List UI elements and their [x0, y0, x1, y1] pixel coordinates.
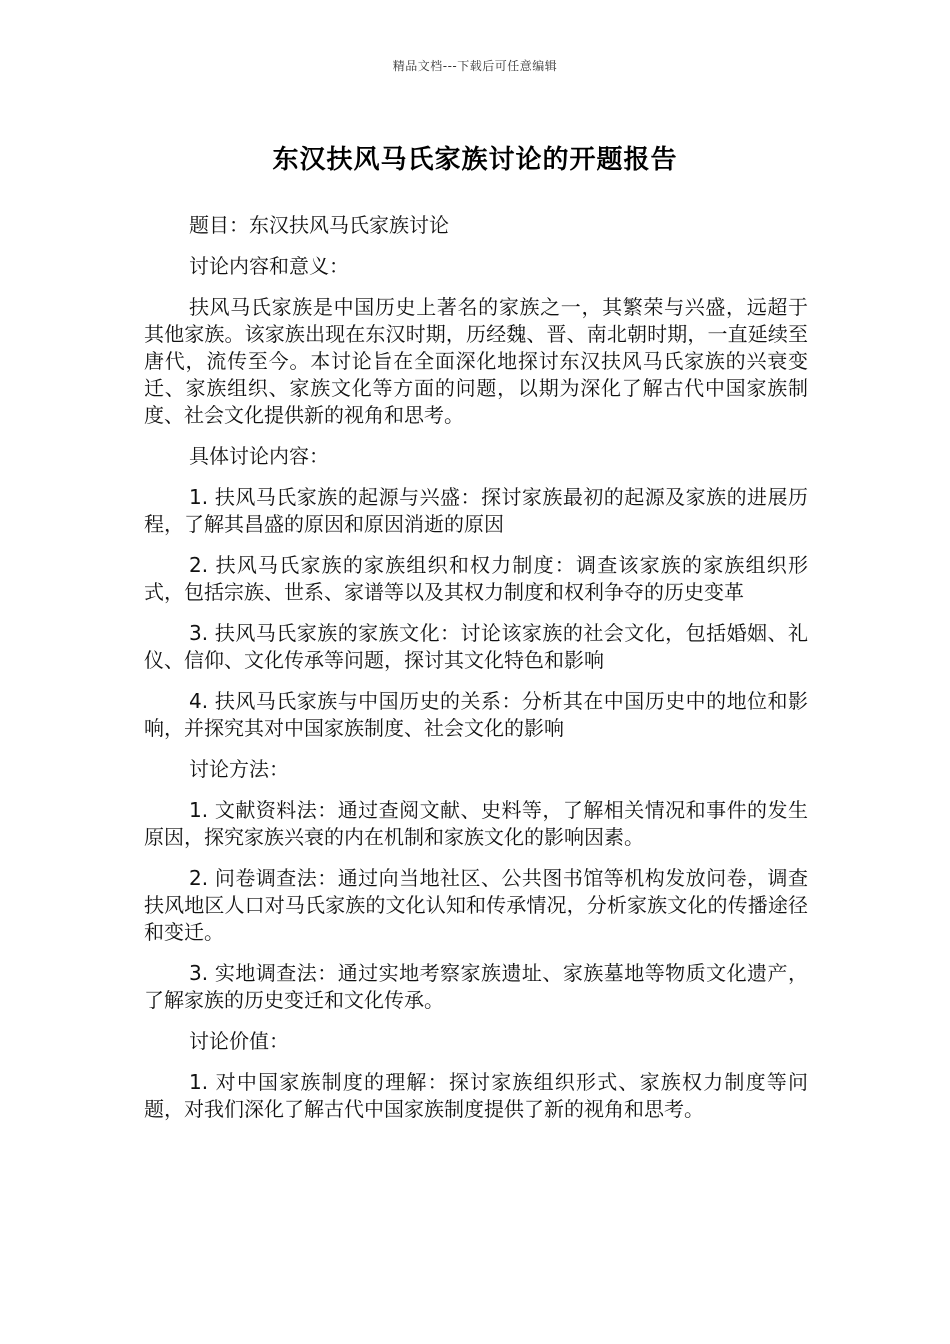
topic-paragraph: 题目：东汉扶风马氏家族讨论: [189, 213, 449, 237]
method-item-3: 3. 实地调查法：通过实地考察家族遗址、家族墓地等物质文化遗产，了解家族的历史变迁和文化传承。: [144, 961, 808, 1012]
method-item-1: 1. 文献资料法：通过查阅文献、史料等，了解相关情况和事件的发生原因，探究家族兴衰的内在机制和家族文化的影响因素。: [144, 798, 808, 849]
header-note: 精品文档---下载后可任意编辑: [392, 59, 558, 73]
section-heading-content: 具体讨论内容：: [189, 444, 329, 468]
significance-paragraph: 扶风马氏家族是中国历史上著名的家族之一，其繁荣与兴盛，远超于其他家族。该家族出现在东汉时期，历经魏、晋、南北朝时期，一直延续至唐代，流传至今。本讨论旨在全面深化地探讨东汉扶风马氏家族的兴衰变迁、家族组织、家族文化等方面的问题，以期为深化了解古代中国家族制度、社会文化提供新的视角和思考。: [144, 295, 808, 427]
section-heading-significance: 讨论内容和意义：: [189, 254, 349, 278]
method-item-2: 2. 问卷调查法：通过向当地社区、公共图书馆等机构发放问卷，调查扶风地区人口对马氏家族的文化认知和传承情况，分析家族文化的传播途径和变迁。: [144, 866, 808, 944]
content-item-4: 4. 扶风马氏家族与中国历史的关系：分析其在中国历史中的地位和影响，并探究其对中国家族制度、社会文化的影响: [144, 689, 808, 740]
document-title: 东汉扶风马氏家族讨论的开题报告: [272, 145, 678, 175]
content-item-3: 3. 扶风马氏家族的家族文化：讨论该家族的社会文化，包括婚姻、礼仪、信仰、文化传承等问题，探讨其文化特色和影响: [144, 621, 808, 672]
document-body: [144, 212, 808, 1137]
section-heading-value: 讨论价值：: [189, 1029, 289, 1053]
section-heading-methods: 讨论方法：: [189, 757, 289, 781]
content-item-1: 1. 扶风马氏家族的起源与兴盛：探讨家族最初的起源及家族的进展历程，了解其昌盛的原因和原因消逝的原因: [144, 485, 808, 536]
value-item-1: 1. 对中国家族制度的理解：探讨家族组织形式、家族权力制度等问题，对我们深化了解古代中国家族制度提供了新的视角和思考。: [144, 1070, 808, 1121]
content-item-2: 2. 扶风马氏家族的家族组织和权力制度：调查该家族的家族组织形式，包括宗族、世系、家谱等以及其权力制度和权利争夺的历史变革: [144, 553, 808, 604]
